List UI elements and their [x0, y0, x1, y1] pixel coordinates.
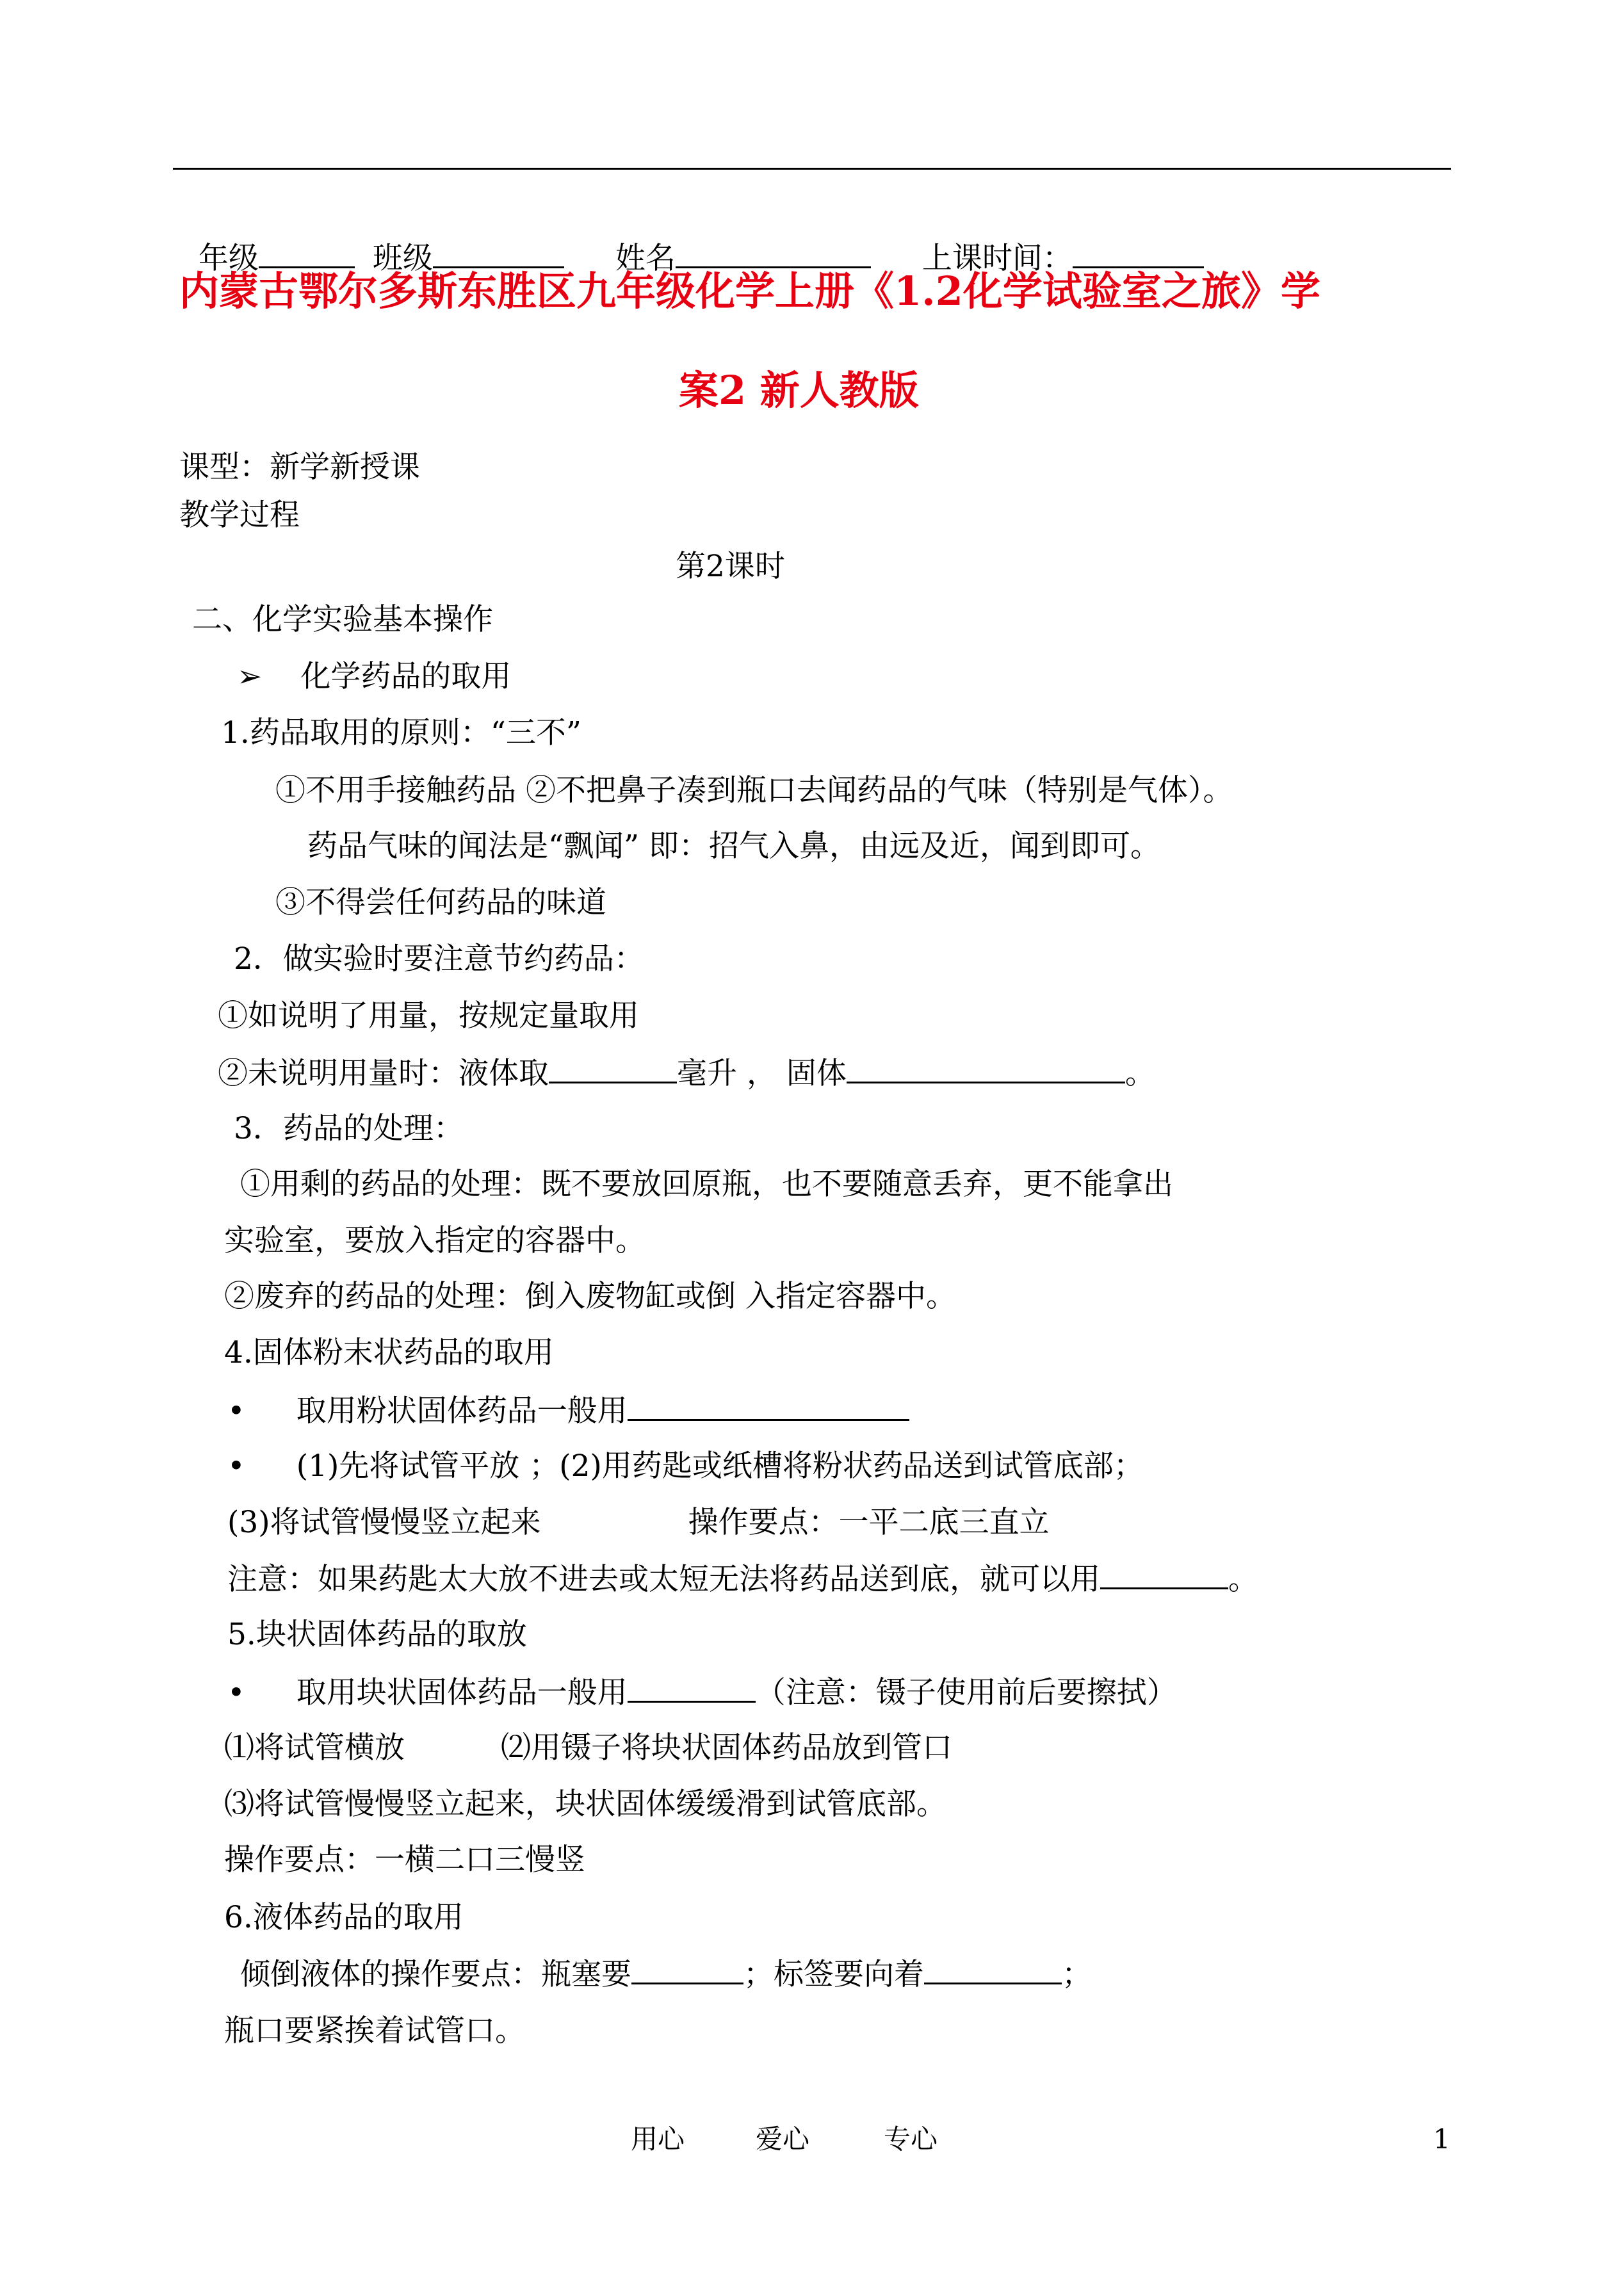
- lesson-period: 第2课时: [676, 549, 785, 584]
- footer-left: 用心: [631, 2123, 685, 2155]
- liquid-amount-blank[interactable]: [549, 1053, 677, 1083]
- p4-a-text: 取用粉状固体药品一般用: [296, 1393, 628, 1429]
- tweezers-blank[interactable]: [628, 1673, 756, 1703]
- subheading: [237, 658, 511, 696]
- bullet-icon: •: [227, 1675, 245, 1710]
- p6-a: [240, 1954, 1092, 1994]
- p1-a: ①不用手接触药品 ②不把鼻子凑到瓶口去闻药品的气味（特别是气体）。: [275, 773, 1233, 808]
- powder-tool-blank[interactable]: [628, 1391, 909, 1421]
- solid-amount-blank[interactable]: [847, 1053, 1125, 1083]
- stopper-blank[interactable]: [631, 1954, 743, 1984]
- label-direction-blank[interactable]: [924, 1954, 1062, 1984]
- p3-title: 3．药品的处理：: [234, 1111, 464, 1146]
- footer-center: 爱心: [756, 2123, 810, 2155]
- name-label: 姓名: [615, 241, 676, 276]
- p1-c: ③不得尝任何药品的味道: [275, 885, 606, 920]
- p5-c: ⑶将试管慢慢竖立起来，块状固体缓缓滑到试管底部。: [224, 1787, 946, 1822]
- p4-c-step: (3)将试管慢慢竖立起来: [227, 1505, 541, 1540]
- page-number: 1: [1433, 2123, 1450, 2155]
- bullet-icon: •: [227, 1448, 245, 1484]
- p6-title: 6.液体药品的取用: [224, 1900, 464, 1935]
- p2-title: 2．做实验时要注意节约药品：: [234, 941, 644, 977]
- title-line-1: 内蒙古鄂尔多斯东胜区九年级化学上册《1.2化学试验室之旅》学: [179, 268, 1320, 314]
- grade-label: 年级: [198, 241, 259, 276]
- title-line-2: 案2 新人教版: [679, 367, 919, 414]
- p4-a: [227, 1391, 909, 1431]
- p3-a-line-2: 实验室，要放入指定的容器中。: [224, 1223, 646, 1258]
- p5-d: 操作要点：一横二口三慢竖: [224, 1842, 585, 1877]
- name-blank[interactable]: [676, 238, 871, 268]
- arrow-bullet-icon: ➢: [237, 659, 263, 694]
- teaching-process: 教学过程: [179, 498, 300, 533]
- p1-b: 药品气味的闻法是“飘闻” 即：招气入鼻，由远及近，闻到即可。: [307, 829, 1160, 864]
- p4-c: [227, 1504, 1050, 1542]
- p6-a-mid: ；标签要向着: [743, 1957, 924, 1992]
- lesson-type: 课型：新学新授课: [179, 450, 420, 485]
- p4-d: [227, 1559, 1258, 1599]
- bullet-icon: •: [227, 1393, 245, 1429]
- p4-b: [227, 1447, 1144, 1486]
- p4-title: 4.固体粉末状药品的取用: [224, 1335, 554, 1370]
- p1-title: 1.药品取用的原则：“三不”: [221, 715, 581, 750]
- p3-a-line-1: ①用剩的药品的处理：既不要放回原瓶，也不要随意丢弃，更不能拿出: [240, 1167, 1173, 1202]
- p5-a-end: （注意：镊子使用前后要擦拭）: [755, 1675, 1177, 1710]
- p2-b-mid: 毫升 ， 固体: [677, 1056, 847, 1091]
- p2-b-pre: ②未说明用量时：液体取: [218, 1056, 549, 1091]
- p6-a-end: ；: [1062, 1957, 1092, 1992]
- grade-blank[interactable]: [259, 238, 355, 268]
- p4-c-points: 操作要点：一平二底三直立: [688, 1505, 1050, 1540]
- p6-a-pre: 倾倒液体的操作要点：瓶塞要: [240, 1957, 631, 1992]
- subheading-text: 化学药品的取用: [300, 659, 512, 694]
- p4-d-pre: 注意：如果药匙太大放不进去或太短无法将药品送到底，就可以用: [227, 1562, 1100, 1597]
- paper-trough-blank[interactable]: [1100, 1559, 1228, 1589]
- p5-b-step1: ⑴将试管横放: [224, 1730, 405, 1765]
- p3-b: ②废弃的药品的处理：倒入废物缸或倒 入指定容器中。: [224, 1279, 956, 1314]
- p2-b-end: 。: [1125, 1056, 1155, 1091]
- class-blank[interactable]: [433, 238, 564, 268]
- p5-b: [224, 1729, 952, 1767]
- time-label: 上课时间：: [922, 241, 1073, 276]
- p5-a: [227, 1673, 1177, 1712]
- class-label: 班级: [372, 241, 433, 276]
- p4-b-text: (1)先将试管平放 ；(2)用药匙或纸槽将粉状药品送到试管底部；: [296, 1448, 1144, 1484]
- header-rule: [173, 168, 1451, 170]
- section-heading: 二、化学实验基本操作: [192, 602, 493, 637]
- p4-d-end: 。: [1228, 1562, 1258, 1597]
- p5-title: 5.块状固体药品的取放: [227, 1617, 527, 1652]
- p6-b: 瓶口要紧挨着试管口。: [224, 2013, 525, 2048]
- p5-b-step2: ⑵用镊子将块状固体药品放到管口: [501, 1730, 952, 1765]
- time-blank[interactable]: [1073, 238, 1204, 268]
- p2-a: ①如说明了用量，按规定量取用: [218, 998, 639, 1034]
- p5-a-pre: 取用块状固体药品一般用: [296, 1675, 628, 1710]
- footer-right: 专心: [884, 2123, 938, 2155]
- p2-b: [218, 1053, 1155, 1093]
